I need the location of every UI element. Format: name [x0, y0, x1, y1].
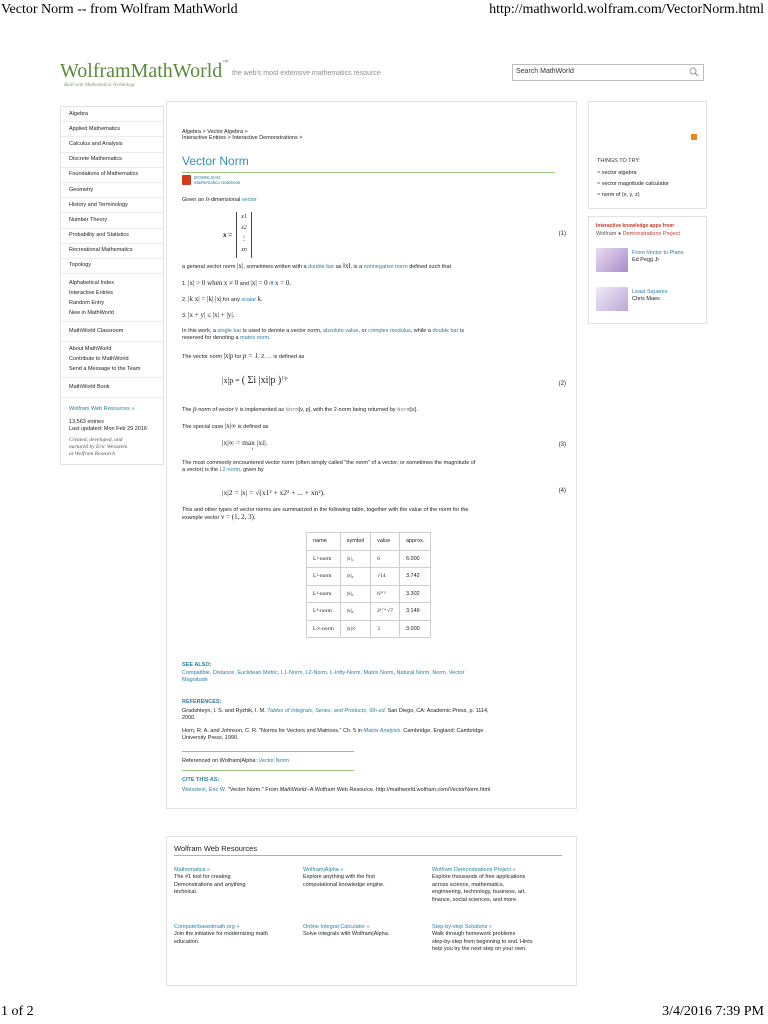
paragraph-vector-norm-p: The vector norm |x|p for p = 1, 2, ... is defined as: [182, 352, 305, 360]
double-bar-link-2[interactable]: double bar: [432, 328, 459, 334]
cite-author-link[interactable]: Weisstein, Eric W.: [182, 787, 227, 793]
double-bar-link[interactable]: double bar: [308, 264, 335, 270]
wwr-desc-step-by-step: Walk through homework problems step-by-step from beginning to end. Hints help you try the next step on your own.: [432, 931, 533, 952]
sidebar-item-algebra[interactable]: Algebra: [61, 107, 163, 122]
wwr-link-step-by-step[interactable]: Step-by-step Solutions »: [432, 924, 492, 930]
print-title: Vector Norm -- from Wolfram MathWorld: [1, 2, 238, 17]
sidebar-credit-line-1: Created, developed, and: [69, 437, 123, 444]
things-to-try-panel: [588, 101, 707, 209]
equation-number-3: (3): [558, 442, 566, 448]
sidebar: [60, 106, 164, 465]
references-label: REFERENCES:: [182, 699, 222, 705]
paragraph-implementation: The p-norm of vector v is implemented as Norm[v, p], with the 2-norm being returned by Norm[v].: [182, 405, 418, 413]
vector-entry: ⋮: [241, 236, 247, 242]
demonstrations-brand[interactable]: Wolfram ● Demonstrations Project: [596, 231, 680, 237]
sidebar-link-contribute[interactable]: Contribute to MathWorld: [69, 356, 129, 363]
table-header: symbol: [340, 533, 370, 551]
wwr-link-integral-calculator[interactable]: Online Integral Calculator »: [303, 924, 370, 930]
equation-number-4: (4): [558, 488, 566, 494]
site-tagline: the web's most extensive mathematics resource: [232, 70, 381, 77]
rss-icon[interactable]: [691, 134, 697, 140]
equation-4: |x|2 = |x| = √(x1² + x2² + ... + xn²).: [222, 488, 326, 497]
sidebar-item-geometry[interactable]: Geometry: [61, 183, 163, 198]
mathematica-notebook-icon[interactable]: [182, 175, 191, 185]
table-header: name: [307, 533, 341, 551]
scalar-link[interactable]: scalar: [241, 297, 257, 303]
paragraph-this-work: In this work, a single bar is used to denote a vector norm, absolute value, or complex modulus, while a double bar is reserved for denoting a matrix norm.: [182, 328, 464, 341]
try-item: = vector magnitude calculator: [597, 181, 670, 187]
wwr-desc-mathematica: The #1 tool for creating Demonstrations and anything technical.: [174, 874, 246, 895]
nonnegative-norm-link[interactable]: nonnegative norm: [363, 264, 408, 270]
referenced-on-wolframalpha: Referenced on Wolfram|Alpha: Vector Norm: [182, 758, 290, 764]
sidebar-link-about[interactable]: About MathWorld: [69, 346, 112, 353]
table-row: L²-norm |x|₂ √14 3.742: [307, 568, 431, 586]
wwr-desc-wolframalpha: Explore anything with the first computational knowledge engine.: [303, 874, 385, 888]
search-input[interactable]: Search MathWorld: [516, 68, 574, 75]
logo-mathworld: MathWorld: [130, 60, 223, 82]
ref2-title-link[interactable]: Matrix Analysis.: [363, 728, 402, 734]
see-also-label: SEE ALSO:: [182, 662, 212, 668]
table-header: approx.: [399, 533, 430, 551]
ref1-title-link[interactable]: Tables of Integrals, Series, and Products, 6th ed.: [267, 708, 387, 714]
download-notebook-label: Mathematica Notebook: [194, 180, 241, 185]
paragraph-given: Given an n-dimensional vector: [182, 195, 257, 203]
logo-wolfram: Wolfram: [60, 60, 131, 82]
reference-1: Gradshteyn, I. S. and Ryzhik, I. M. Tables of Integrals, Series, and Products, 6th ed. San Diego, CA: Academic Press, p. 1114, 2000.: [182, 708, 489, 721]
main-content: [166, 101, 577, 809]
print-page-number: 1 of 2: [1, 1004, 34, 1019]
sidebar-last-updated: Last updated: Mon Feb 29 2016: [69, 426, 147, 433]
sidebar-item-foundations[interactable]: Foundations of Mathematics: [61, 168, 163, 183]
table-row: L⁴-norm |x|₄ 2¹ᐟ⁴ √7 3.146: [307, 603, 431, 621]
sidebar-entries-count: 13,563 entries: [69, 419, 104, 426]
sidebar-link-book[interactable]: MathWorld Book: [61, 378, 163, 398]
wwr-desc-computerbasedmath: Join the initiative for modernizing math education.: [174, 931, 268, 945]
sidebar-link-interactive-entries[interactable]: Interactive Entries: [69, 289, 114, 296]
citation: Weisstein, Eric W. "Vector Norm." From MathWorld--A Wolfram Web Resource. http://mathworld.wolfram.com/VectorNorm.html: [182, 787, 491, 793]
sidebar-item-probability[interactable]: Probability and Statistics: [61, 229, 163, 244]
things-to-try-label: THINGS TO TRY:: [597, 158, 641, 164]
paragraph-general-norm: a general vector norm |x|, sometimes written with a double bar as ‖x‖, is a nonnegative norm defined such that: [182, 262, 452, 270]
absolute-value-link[interactable]: absolute value: [322, 328, 359, 334]
iff-link[interactable]: iff: [269, 281, 274, 287]
demo-title-vector-to-plane[interactable]: From Vector to Plane: [632, 250, 684, 256]
property-2: 2. |k x| = |k| |x| for any scalar k.: [182, 295, 263, 303]
vector-entry: x1: [241, 214, 247, 220]
vector-x-label: x =: [223, 231, 233, 239]
breadcrumb-line-1[interactable]: Algebra > Vector Algebra >: [182, 129, 248, 135]
wwr-desc-integral-calculator: Solve integrals with Wolfram|Alpha.: [303, 931, 390, 937]
complex-modulus-link[interactable]: complex modulus: [367, 328, 411, 334]
see-also-links[interactable]: Compatible, Distance, Euclidean Metric, L1-Norm, L2-Norm, L-Infty-Norm, Matrix Norm, Natural Norm, Norm, Vector Magnitude: [182, 670, 465, 683]
table-header: value: [371, 533, 400, 551]
wolfram-web-resources: [166, 836, 577, 986]
table-header-row: [307, 533, 431, 551]
download-label: DOWNLOAD: [194, 175, 221, 180]
apps-title: Interactive knowledge apps from: [596, 223, 674, 229]
wwr-title: Wolfram Web Resources: [174, 844, 258, 853]
sidebar-credit-line-2: nurtured by Eric Weisstein: [69, 444, 128, 451]
site-logo[interactable]: [60, 60, 228, 83]
equation-number-2: (2): [558, 381, 566, 387]
wwr-desc-demonstrations: Explore thousands of free applications across science, mathematics, engineering, technology, business, art, finance, social sciences, and more.: [432, 874, 526, 903]
table-row: L¹-norm |x|₁ 6 6.000: [307, 550, 431, 568]
sidebar-link-send-message[interactable]: Send a Message to the Team: [61, 365, 163, 379]
l2-norm-link[interactable]: L2-norm: [219, 467, 241, 473]
demo-title-least-squares[interactable]: Least Squares: [632, 289, 668, 295]
sidebar-link-random-entry[interactable]: Random Entry: [69, 299, 105, 306]
paragraph-special-case: The special case |x|∞ is defined as: [182, 422, 269, 430]
cite-label: CITE THIS AS:: [182, 777, 220, 783]
norms-table: [306, 532, 431, 638]
demonstrations-panel: [588, 216, 707, 324]
sidebar-item-calculus-and-analysis[interactable]: Calculus and Analysis: [61, 137, 163, 152]
page-title: Vector Norm: [182, 154, 249, 168]
wwr-link-computerbasedmath[interactable]: Computerbasedmath.org »: [174, 924, 240, 930]
download-notebook-link[interactable]: [194, 175, 240, 185]
try-item: = norm of (x, y, z): [597, 192, 640, 198]
demo-thumbnail-vector-to-plane[interactable]: [596, 248, 628, 272]
demo-thumbnail-least-squares[interactable]: [596, 287, 628, 311]
try-item: = vector algebra: [597, 170, 637, 176]
equation-number-1: (1): [558, 231, 566, 237]
sidebar-link-new[interactable]: New in MathWorld: [61, 308, 163, 322]
sidebar-link-classroom[interactable]: MathWorld Classroom: [61, 322, 163, 342]
matrix-norm-link[interactable]: matrix norm: [240, 335, 270, 341]
sidebar-item-recreational[interactable]: Recreational Mathematics: [61, 244, 163, 259]
vector-entry: xn: [241, 247, 247, 253]
print-url: http://mathworld.wolfram.com/VectorNorm.html: [489, 2, 764, 17]
sub-tagline: Built with Mathematica Technology: [64, 83, 136, 88]
property-1: 1. |x| > 0 when x ≠ 0 and |x| = 0 iff x = 0.: [182, 279, 292, 287]
demo-author: Chris Maes: [632, 296, 660, 302]
search-icon[interactable]: [689, 67, 699, 77]
property-3: 3. |x + y| ≤ |x| + |y|.: [182, 311, 235, 319]
logo-trademark: ™: [222, 60, 229, 66]
wwr-link-demonstrations[interactable]: Wolfram Demonstrations Project »: [432, 867, 516, 873]
equation-2: |x|p = ( Σi |xi|p )$^{1/p}$: [222, 375, 288, 386]
sidebar-credit-line-3: at Wolfram Research: [69, 451, 116, 458]
search-box[interactable]: [512, 64, 704, 81]
breadcrumb-line-2[interactable]: Interactive Entries > Interactive Demonstrations >: [182, 135, 303, 141]
sidebar-link-alphabetical-index[interactable]: Alphabetical Index: [69, 279, 114, 286]
sidebar-item-history[interactable]: History and Terminology: [61, 198, 163, 213]
print-datetime: 3/4/2016 7:39 PM: [662, 1004, 764, 1019]
sidebar-wolfram-resources-link[interactable]: Wolfram Web Resources »: [69, 406, 135, 413]
table-row: L³-norm |x|₃ 6²ᐟ³ 3.302: [307, 585, 431, 603]
vector-link[interactable]: vector: [241, 197, 257, 203]
vector-entry: x2: [241, 225, 247, 231]
sidebar-item-applied-mathematics[interactable]: Applied Mathematics: [61, 122, 163, 137]
sidebar-item-topology[interactable]: Topology: [61, 259, 163, 274]
reference-2: Horn, R. A. and Johnson, C. R. "Norms for Vectors and Matrices." Ch. 5 in Matrix Analysis. Cambridge, England: Cambridge University Press, 1990.: [182, 728, 484, 741]
single-bar-link[interactable]: single bar: [217, 328, 242, 334]
paragraph-table-intro: This and other types of vector norms are summarized in the following table, together with the value of the norm for the example vector v = (1, 2, 3).: [182, 507, 469, 521]
sidebar-item-number-theory[interactable]: Number Theory: [61, 213, 163, 228]
sidebar-item-discrete-mathematics[interactable]: Discrete Mathematics: [61, 153, 163, 168]
demo-author: Ed Pegg Jr: [632, 257, 660, 263]
column-vector: [236, 212, 252, 258]
referenced-vector-norm-link[interactable]: Vector Norm: [258, 758, 290, 764]
paragraph-common-norm: The most commonly encountered vector norm (often simply called "the norm" of a vector, or sometimes the magnitude of a vector) is the L2-norm, given by: [182, 460, 476, 473]
wwr-link-mathematica[interactable]: Mathematica »: [174, 867, 211, 873]
wwr-link-wolframalpha[interactable]: Wolfram|Alpha »: [303, 867, 344, 873]
equation-3: |x|∞ = max |xi|. i: [222, 438, 268, 451]
table-row: L∞-norm |x|∞ 3 3.000: [307, 620, 431, 638]
